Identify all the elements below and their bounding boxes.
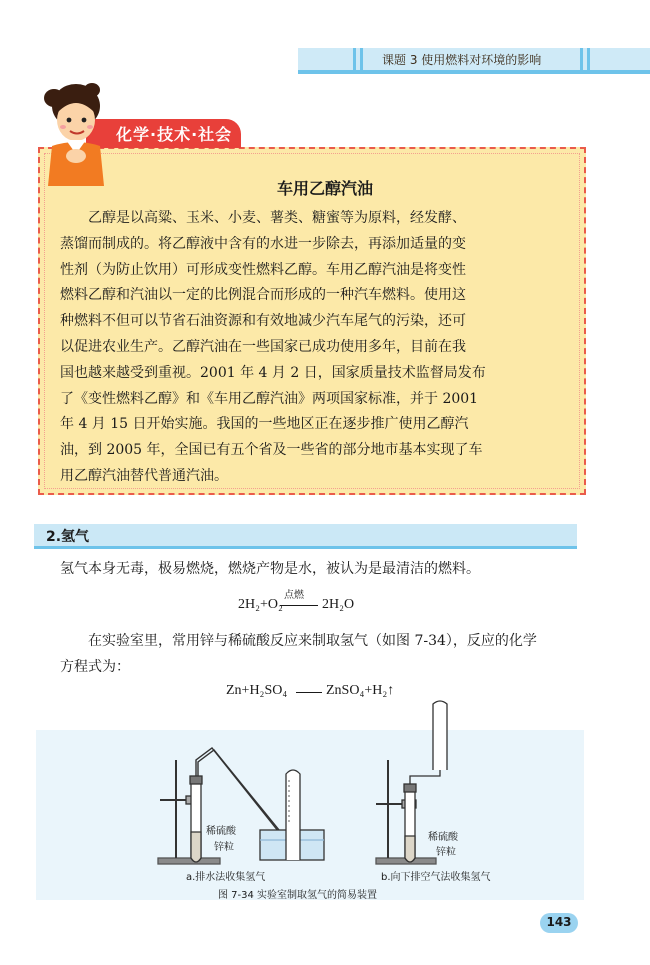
section-heading: 2.氢气 <box>46 529 90 545</box>
hydrogen-apparatus-figure <box>0 700 650 900</box>
section-heading-bar <box>34 524 577 549</box>
feature-line: 年 4 月 15 日开始实施。我国的一些地区正在逐步推广使用乙醇汽 <box>60 416 469 433</box>
figure-caption-a: a.排水法收集氢气 <box>186 872 266 883</box>
equation-1-products: 2H₂O <box>322 597 355 612</box>
feature-banner-label: 化学·技术·社会 <box>116 125 233 144</box>
feature-line: 种燃料不但可以节省石油资源和有效地减少汽车尾气的污染，还可 <box>60 313 466 330</box>
paragraph-hydrogen-intro: 氢气本身无毒，极易燃烧，燃烧产物是水，被认为是最清洁的燃料。 <box>60 561 480 577</box>
label-zinc-b: 锌粒 <box>436 847 456 858</box>
equation-1-reactants: 2H₂+O₂ <box>238 597 283 612</box>
paragraph-lab-method <box>60 628 580 680</box>
figure-caption: 图 7-34 实验室制取氢气的简易装置 <box>218 890 378 901</box>
feature-line: 燃料乙醇和汽油以一定的比例混合而形成的一种汽车燃料。使用这 <box>60 287 466 304</box>
label-dilute-acid-a: 稀硫酸 <box>206 826 236 837</box>
equation-1-arrow <box>280 605 318 606</box>
feature-title: 车用乙醇汽油 <box>276 179 373 198</box>
feature-line: 蒸馏而制成的。将乙醇液中含有的水进一步除去，再添加适量的变 <box>60 235 466 252</box>
girl-mascot-icon <box>32 76 124 186</box>
figure-caption-b: b.向下排空气法收集氢气 <box>381 872 491 883</box>
paragraph-line: 在实验室里，常用锌与稀硫酸反应来制取氢气（如图 7-34），反应的化学 <box>88 633 537 649</box>
equation-2-reactants: Zn+H₂SO₄ <box>226 683 288 698</box>
feature-line: 乙醇是以高粱、玉米、小麦、薯类、糖蜜等为原料，经发酵、 <box>88 210 466 226</box>
equation-1-condition: 点燃 <box>284 590 304 601</box>
feature-body <box>60 206 568 490</box>
paragraph-line: 方程式为： <box>60 659 130 675</box>
feature-line: 性剂（为防止饮用）可形成变性燃料乙醇。车用乙醇汽油是将变性 <box>60 261 466 278</box>
feature-line: 以促进农业生产。乙醇汽油在一些国家已成功使用多年，目前在我 <box>60 338 466 355</box>
feature-line: 国也越来越受到重视。2001 年 4 月 2 日，国家质量技术监督局发布 <box>60 364 486 381</box>
chapter-header-title: 课题 3 使用燃料对环境的影响 <box>382 53 542 67</box>
feature-line: 了《变性燃料乙醇》和《车用乙醇汽油》两项国家标准，并于 2001 <box>60 390 479 407</box>
equation-2-arrow <box>296 692 322 693</box>
equation-2-products: ZnSO₄+H₂↑ <box>326 683 395 698</box>
label-dilute-acid-b: 稀硫酸 <box>428 832 458 843</box>
feature-line: 油，到 2005 年，全国已有五个省及一些省的部分地市基本实现了车 <box>60 442 483 459</box>
page-number: 143 <box>546 915 572 929</box>
label-zinc-a: 锌粒 <box>214 842 234 853</box>
feature-line: 用乙醇汽油替代普通汽油。 <box>60 467 228 484</box>
